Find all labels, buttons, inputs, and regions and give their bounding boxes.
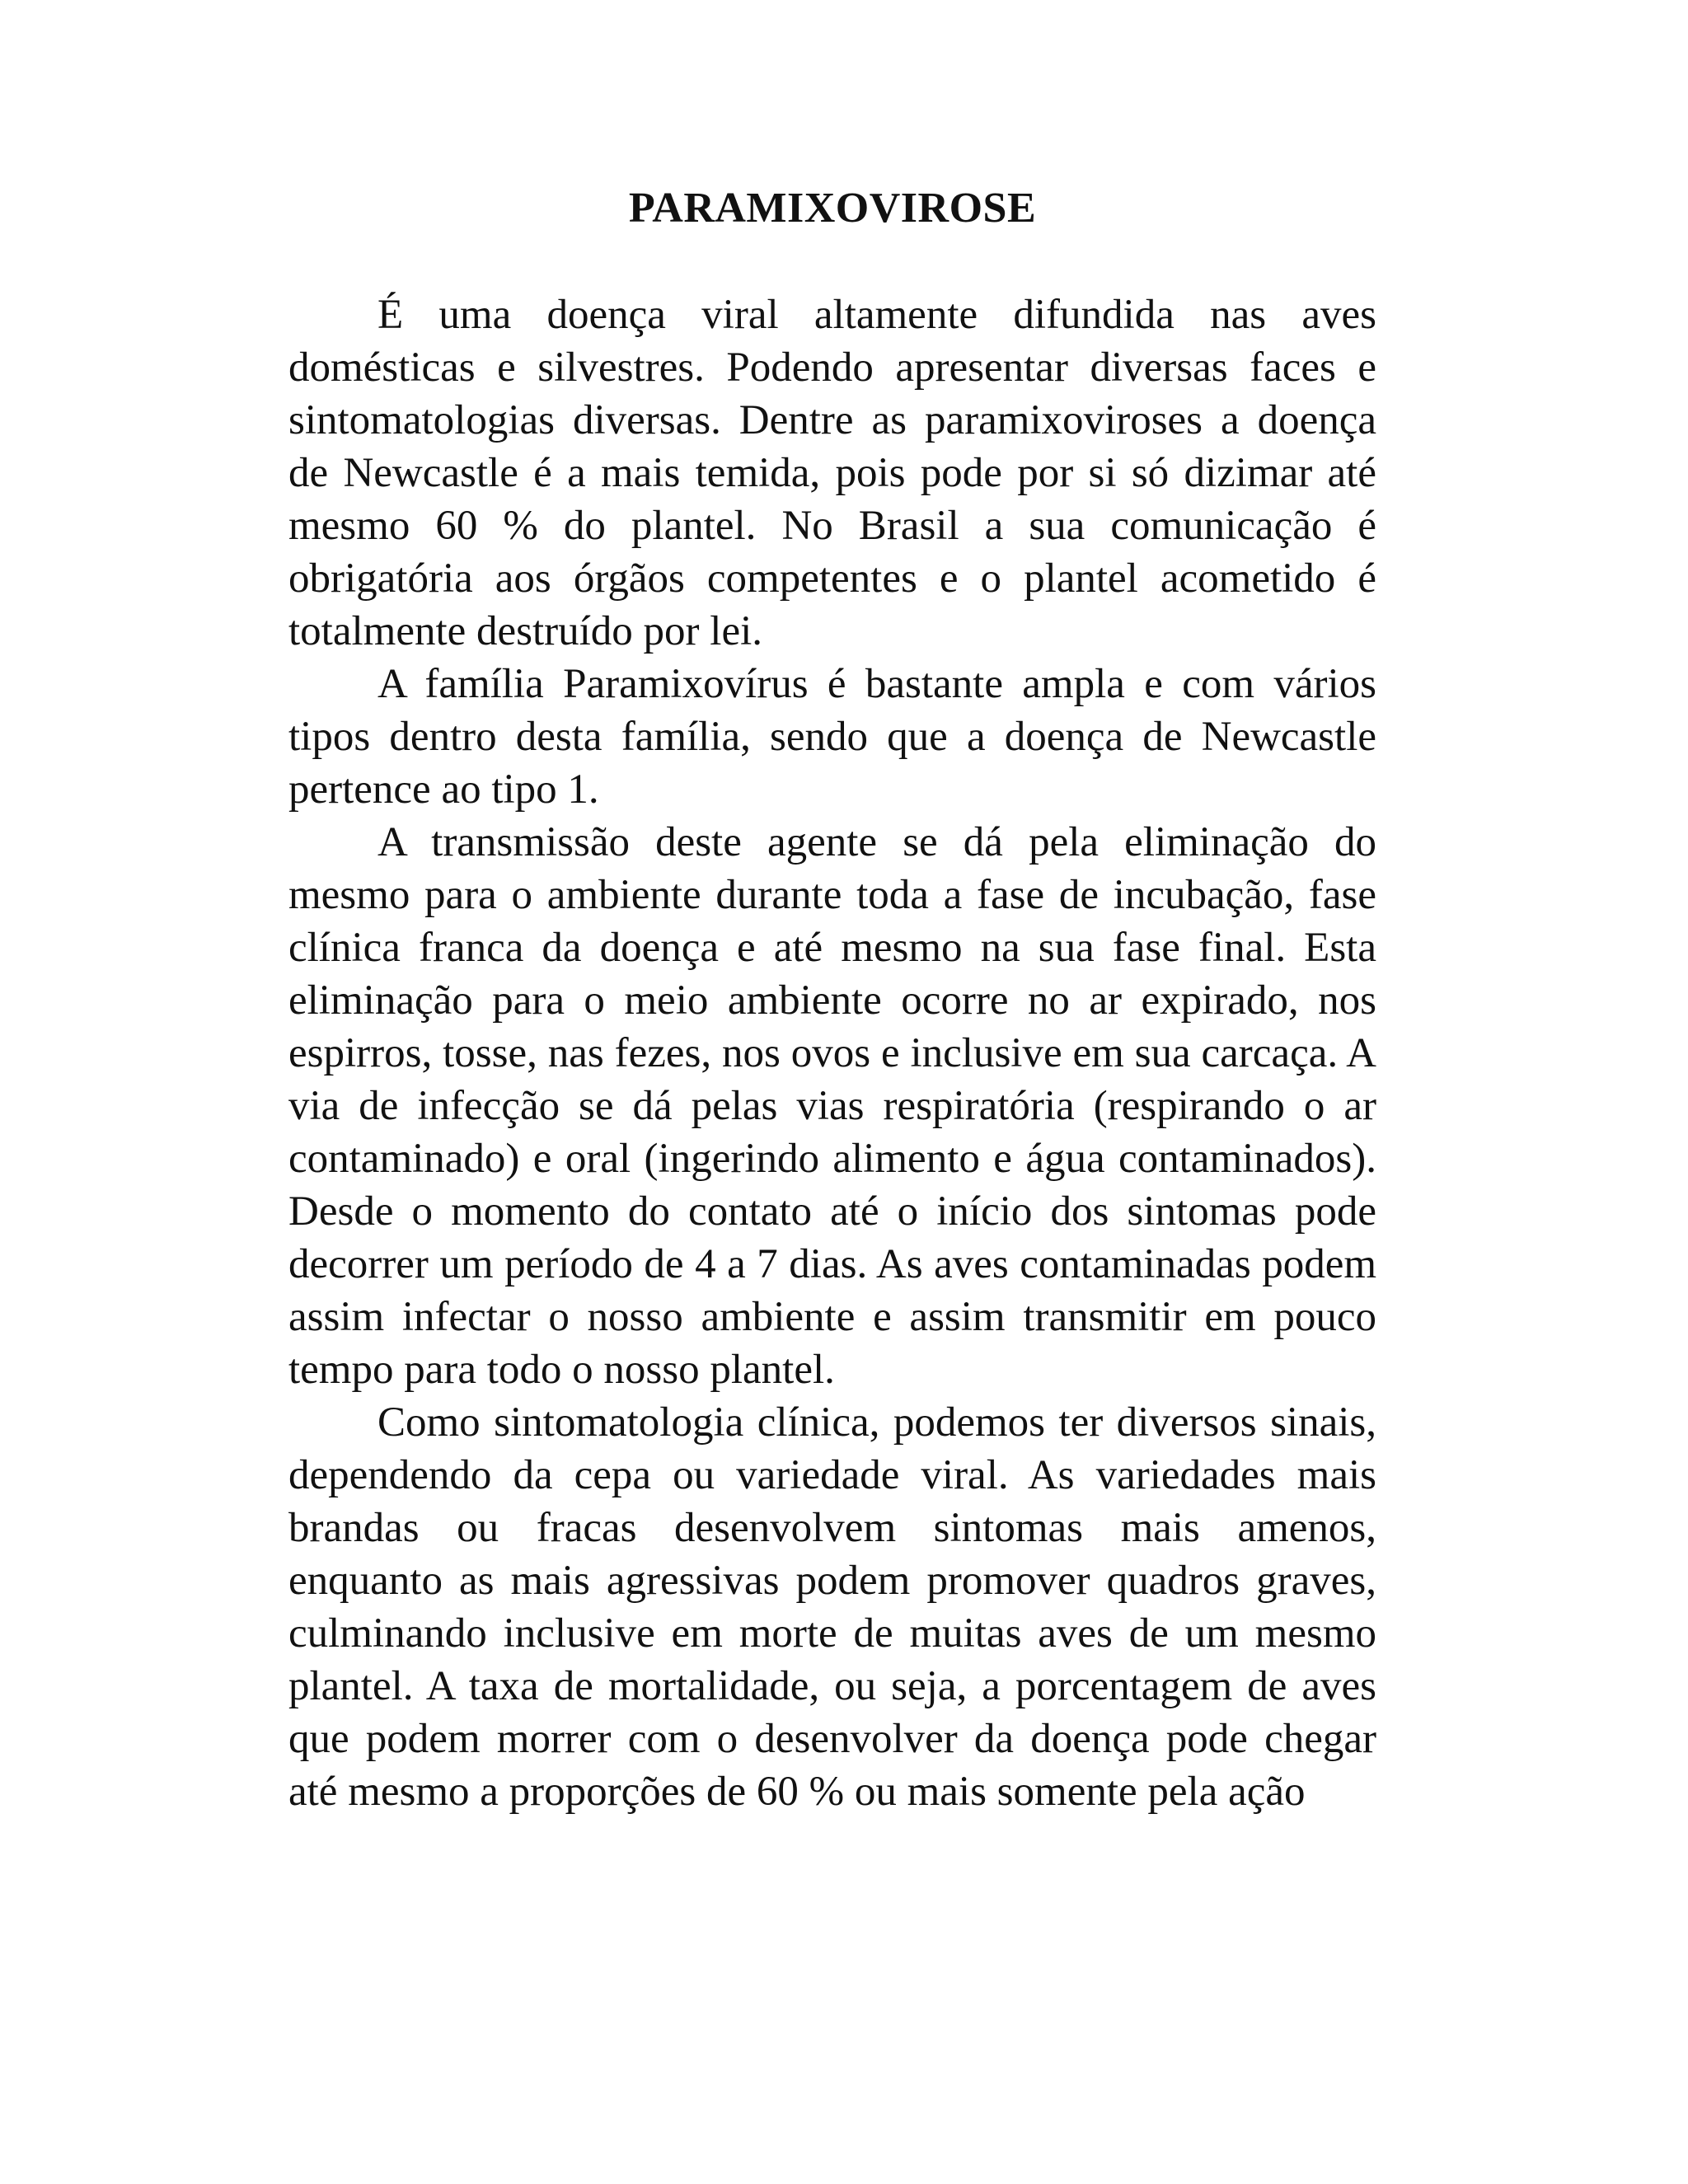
paragraph-transmission: A transmissão deste agente se dá pela eliminação do mesmo para o ambiente durante toda a fase de incubação, fase clínica franca da doença e até mesmo na sua fase final. Esta eliminação para o meio ambiente ocorre no ar expirado, nos espirros, tosse, nas fezes, nos ovos e inclusive em sua carcaça. A via de infecção se dá pelas vias respiratória (respirando o ar contaminado) e oral (ingerindo alimento e água contaminados). Desde o momento do contato até o início dos sintomas pode decorrer um período de 4 a 7 dias. As aves contaminadas podem assim infectar o nosso ambiente e assim transmitir em pouco tempo para todo o nosso plantel. (288, 819, 1376, 1393)
document-title: PARAMIXOVIROSE (628, 185, 1037, 232)
paragraph-symptoms: Como sintomatologia clínica, podemos ter diversos sinais, dependendo da cepa ou variedade viral. As variedades mais brandas ou fracas desenvolvem sintomas mais amenos, enquanto as mais agressivas podem promover quadros graves, culminando inclusive em morte de muitas aves de um mesmo plantel. A taxa de mortalidade, ou seja, a porcentagem de aves que podem morrer com o desenvolver da doença pode chegar até mesmo a proporções de 60 % ou mais somente pela ação (288, 1399, 1376, 1815)
paragraph-family: A família Paramixovírus é bastante ampla e com vários tipos dentro desta família, sendo que a doença de Newcastle pertence ao tipo 1. (288, 661, 1376, 813)
document-body (288, 180, 1376, 1818)
paragraph-definition: É uma doença viral altamente difundida nas aves domésticas e silvestres. Podendo apresentar diversas faces e sintomatologias diversas. Dentre as paramixoviroses a doença de Newcastle é a mais temida, pois pode por si só dizimar até mesmo 60 % do plantel. No Brasil a sua comunicação é obrigatória aos órgãos competentes e o plantel acometido é totalmente destruído por lei. (288, 292, 1376, 654)
